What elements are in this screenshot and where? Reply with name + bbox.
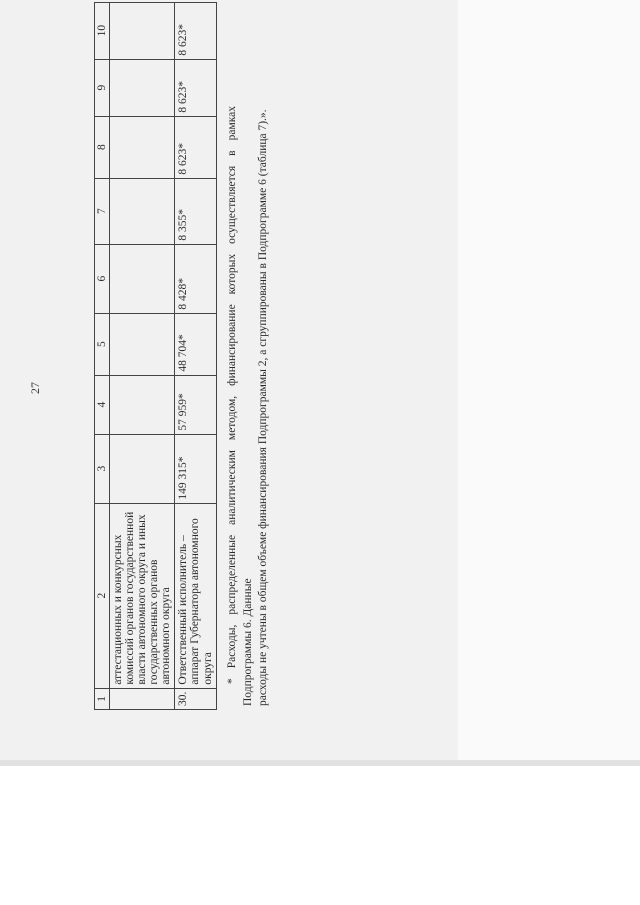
table-row <box>175 2 216 709</box>
row-name: аттестационных и конкурсных комиссий органов государственной власти автономного округа и иных государственных органов автономного округа <box>110 503 175 688</box>
footnote-line: * Расходы, распределенные аналитическим методом, финансирование которых осуществляется в рамках Подпрограммы 6. Данные <box>226 106 254 706</box>
table-row <box>110 2 175 709</box>
value-cell: 8 623* <box>175 2 216 59</box>
value-cell: 8 428* <box>175 244 216 313</box>
row-number <box>110 688 175 709</box>
value-cell: 48 704* <box>175 313 216 375</box>
header-cell: 5 <box>95 313 110 375</box>
header-cell: 10 <box>95 2 110 59</box>
header-cell: 7 <box>95 178 110 244</box>
value-cell: 8 623* <box>175 116 216 178</box>
scan-edge <box>0 760 640 766</box>
row-number: 30. <box>175 688 216 709</box>
value-cell <box>110 59 175 116</box>
scan-margin <box>458 0 640 766</box>
value-cell <box>110 434 175 503</box>
value-cell <box>110 313 175 375</box>
header-cell: 6 <box>95 244 110 313</box>
value-cell: 8 623* <box>175 59 216 116</box>
value-cell: 8 355* <box>175 178 216 244</box>
row-name: Ответственный исполнитель – аппарат Губернатора автономного округа <box>175 503 216 688</box>
header-cell: 8 <box>95 116 110 178</box>
footnote-line: расходы не учтены в общем объеме финансирования Подпрограммы 2, а сгруппированы в Подпрограмме 6 (таблица 7).». <box>257 109 270 706</box>
header-cell: 2 <box>95 503 110 688</box>
header-cell: 3 <box>95 434 110 503</box>
header-cell: 9 <box>95 59 110 116</box>
value-cell <box>110 375 175 434</box>
value-cell <box>110 2 175 59</box>
page-number: 27 <box>28 382 42 394</box>
funding-table <box>94 2 217 710</box>
header-cell: 4 <box>95 375 110 434</box>
footnote <box>225 106 272 706</box>
value-cell <box>110 178 175 244</box>
value-cell <box>110 116 175 178</box>
value-cell: 149 315* <box>175 434 216 503</box>
value-cell: 57 959* <box>175 375 216 434</box>
header-cell: 1 <box>95 688 110 709</box>
value-cell <box>110 244 175 313</box>
table-header-row <box>95 2 110 709</box>
